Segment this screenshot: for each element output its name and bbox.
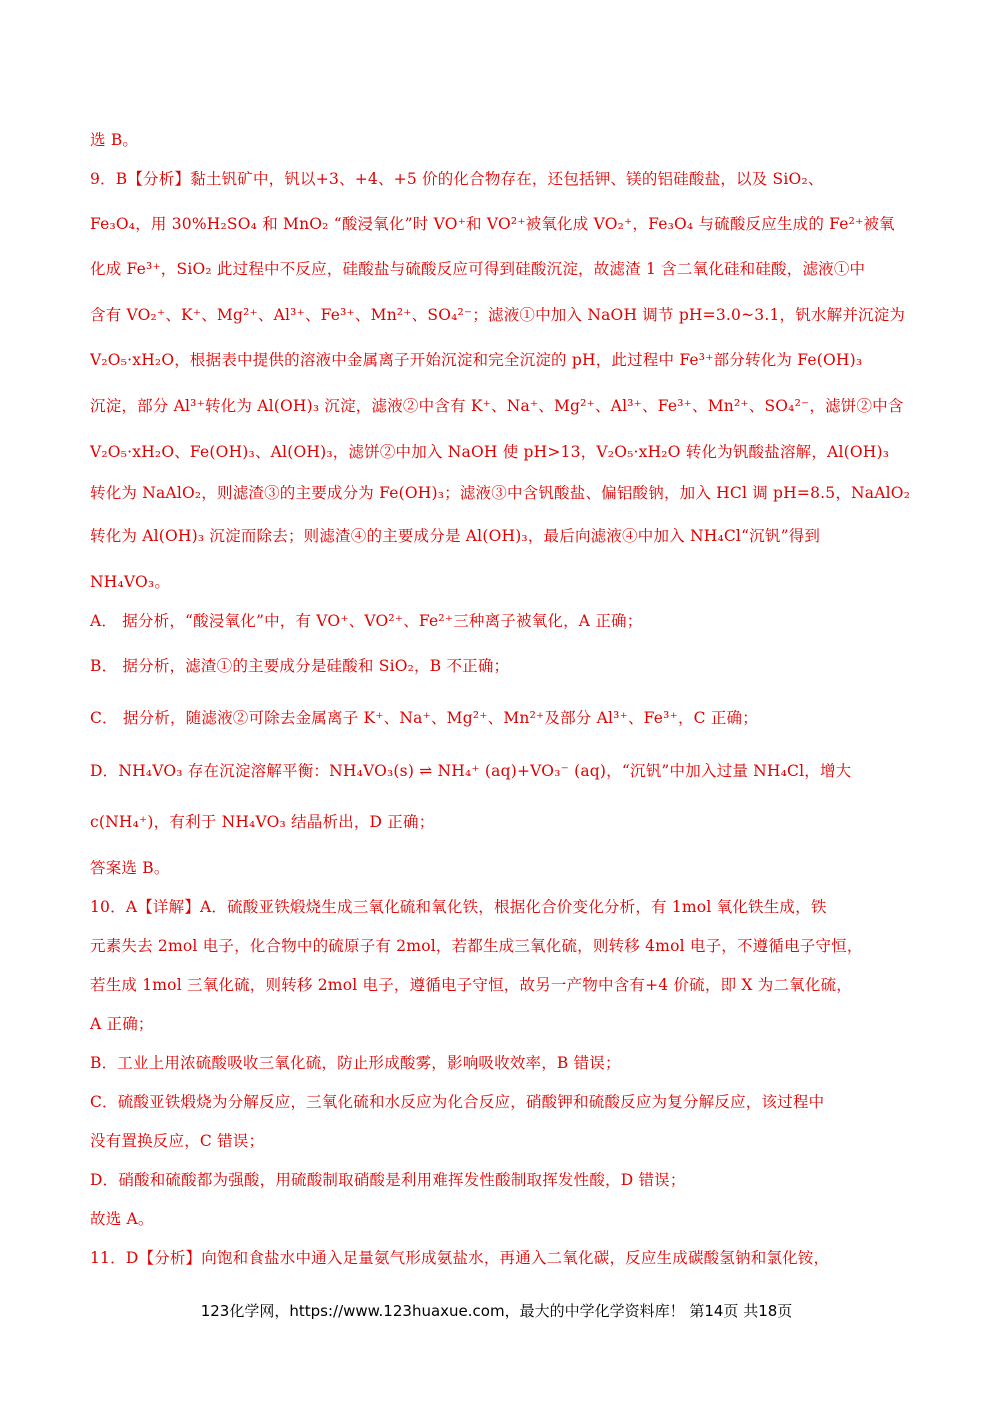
text-line: Fe₃O₄，用 30%H₂SO₄ 和 MnO₂ “酸浸氧化”时 VO⁺和 VO²⁺被氧化成 VO₂⁺，Fe₃O₄ 与硫酸反应生成的 Fe²⁺被氧	[90, 215, 895, 233]
text-line: 含有 VO₂⁺、K⁺、Mg²⁺、Al³⁺、Fe³⁺、Mn²⁺、SO₄²⁻；滤液①中加入 NaOH 调节 pH=3.0~3.1，钒水解并沉淀为	[90, 306, 906, 324]
text-line: D．硝酸和硫酸都为强酸，用硫酸制取硝酸是利用难挥发性酸制取挥发性酸，D 错误；	[90, 1171, 686, 1189]
text-line: A 正确；	[90, 1015, 154, 1033]
text-line: 选 B。	[90, 131, 139, 149]
text-line: 转化为 NaAlO₂，则滤渣③的主要成分为 Fe(OH)₃；滤液③中含钒酸盐、偏铝酸钠，加入 HCl 调 pH=8.5，NaAlO₂	[90, 484, 911, 502]
text-line: V₂O₅·xH₂O，根据表中提供的溶液中金属离子开始沉淀和完全沉淀的 pH，此过程中 Fe³⁺部分转化为 Fe(OH)₃	[90, 351, 863, 369]
text-line: c(NH₄⁺)，有利于 NH₄VO₃ 结晶析出，D 正确；	[90, 813, 435, 831]
text-line: 10．A【详解】A．硫酸亚铁煅烧生成三氧化硫和氧化铁，根据化合价变化分析，有 1mol 氧化铁生成，铁	[90, 898, 827, 916]
text-line: NH₄VO₃。	[90, 573, 171, 591]
text-line: 11．D【分析】向饱和食盐水中通入足量氨气形成氨盐水，再通入二氧化碳，反应生成碳酸氢钠和氯化铵，	[90, 1249, 830, 1267]
text-line: 转化为 Al(OH)₃ 沉淀而除去；则滤渣④的主要成分是 Al(OH)₃，最后向滤液④中加入 NH₄Cl“沉钒”得到	[90, 527, 821, 545]
text-line: C．硫酸亚铁煅烧为分解反应，三氧化硫和水反应为化合反应，硝酸钾和硫酸反应为复分解反应，该过程中	[90, 1093, 825, 1111]
text-line: 没有置换反应，C 错误；	[90, 1132, 265, 1150]
text-line: B．工业上用浓硫酸吸收三氧化硫，防止形成酸雾，影响吸收效率，B 错误；	[90, 1054, 621, 1072]
text-line: B． 据分析，滤渣①的主要成分是硅酸和 SiO₂，B 不正确；	[90, 657, 510, 675]
text-line: 故选 A。	[90, 1210, 154, 1228]
text-line: 9．B【分析】黏土钒矿中，钒以+3、+4、+5 价的化合物存在，还包括钾、镁的铝硅酸盐，以及 SiO₂、	[90, 170, 824, 188]
text-line: 元素失去 2mol 电子，化合物中的硫原子有 2mol，若都生成三氧化硫，则转移 4mol 电子，不遵循电子守恒，	[90, 937, 863, 955]
text-line: V₂O₅·xH₂O、Fe(OH)₃、Al(OH)₃，滤饼②中加入 NaOH 使 pH>13，V₂O₅·xH₂O 转化为钒酸盐溶解，Al(OH)₃	[90, 443, 890, 461]
text-line: A． 据分析，“酸浸氧化”中，有 VO⁺、VO²⁺、Fe²⁺三种离子被氧化，A 正确；	[90, 612, 643, 630]
text-line: 若生成 1mol 三氧化硫，则转移 2mol 电子，遵循电子守恒，故另一产物中含有+4 价硫，即 X 为二氧化硫，	[90, 976, 852, 994]
text-line: 答案选 B。	[90, 859, 170, 877]
text-line: D．NH₄VO₃ 存在沉淀溶解平衡：NH₄VO₃(s) ⇌ NH₄⁺ (aq)+VO₃⁻ (aq)，“沉钒”中加入过量 NH₄Cl，增大	[90, 762, 852, 780]
text-line: 化成 Fe³⁺，SiO₂ 此过程中不反应，硅酸盐与硫酸反应可得到硅酸沉淀，故滤渣 1 含二氧化硅和硅酸，滤液①中	[90, 260, 866, 278]
text-line: 沉淀，部分 Al³⁺转化为 Al(OH)₃ 沉淀，滤液②中含有 K⁺、Na⁺、Mg²⁺、Al³⁺、Fe³⁺、Mn²⁺、SO₄²⁻，滤饼②中含	[90, 397, 904, 415]
text-line: C． 据分析，随滤液②可除去金属离子 K⁺、Na⁺、Mg²⁺、Mn²⁺及部分 Al³⁺、Fe³⁺，C 正确；	[90, 709, 758, 727]
page-footer: 123化学网，https://www.123huaxue.com，最大的中学化学资料库！ 第14页 共18页	[200, 1302, 793, 1320]
